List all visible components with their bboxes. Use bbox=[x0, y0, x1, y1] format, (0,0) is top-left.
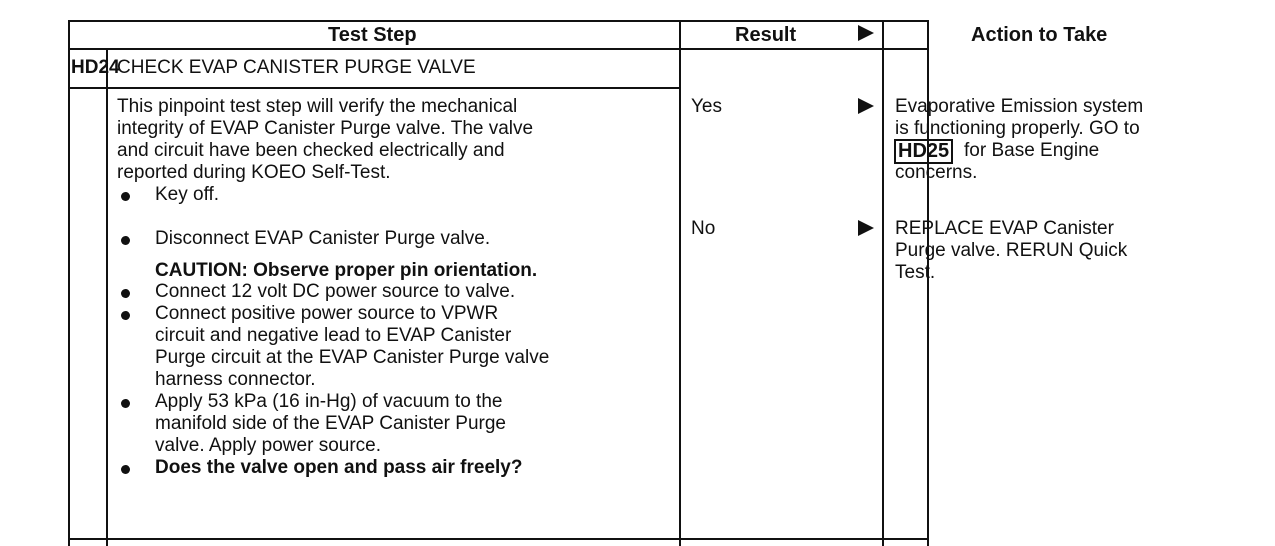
intro-line: reported during KOEO Self-Test. bbox=[117, 162, 391, 183]
action-yes-line: Evaporative Emission system bbox=[895, 96, 1144, 117]
result-column-divider bbox=[679, 20, 681, 546]
step-bullet-key-off: Key off. bbox=[155, 184, 220, 205]
result-yes-arrow-icon bbox=[858, 98, 874, 114]
bullet-line: Apply 53 kPa (16 in-Hg) of vacuum to the bbox=[155, 391, 503, 412]
step-bullet-disconnect: Disconnect EVAP Canister Purge valve. bbox=[155, 228, 491, 249]
action-yes-line: concerns. bbox=[895, 162, 978, 183]
action-column-divider bbox=[882, 20, 884, 546]
bullet-icon bbox=[121, 399, 130, 408]
id-column-divider bbox=[106, 49, 108, 546]
table-top-border bbox=[68, 20, 928, 22]
step-intro bbox=[117, 96, 533, 184]
step-bullet-connect-power: Connect 12 volt DC power source to valve. bbox=[155, 281, 516, 302]
header-bottom-border bbox=[68, 48, 928, 50]
step-title-bottom-border bbox=[68, 87, 680, 89]
step-question: Does the valve open and pass air freely? bbox=[155, 457, 523, 478]
header-arrow-icon bbox=[858, 25, 874, 41]
bullet-line: Purge circuit at the EVAP Canister Purge valve bbox=[155, 347, 550, 368]
intro-line: integrity of EVAP Canister Purge valve. The valve bbox=[117, 118, 534, 139]
result-no-arrow-icon bbox=[858, 220, 874, 236]
action-no-line: Test. bbox=[895, 262, 936, 283]
header-result: Result bbox=[735, 24, 797, 46]
step-caution: CAUTION: Observe proper pin orientation. bbox=[155, 260, 538, 281]
result-no: No bbox=[691, 218, 716, 239]
bullet-line: valve. Apply power source. bbox=[155, 435, 382, 456]
result-yes: Yes bbox=[691, 96, 722, 117]
table-left-border bbox=[68, 20, 70, 546]
bullet-line: manifold side of the EVAP Canister Purge bbox=[155, 413, 506, 434]
bullet-icon bbox=[121, 289, 130, 298]
header-action: Action to Take bbox=[971, 24, 1108, 46]
bullet-icon bbox=[121, 311, 130, 320]
action-yes-line: is functioning properly. GO to bbox=[895, 118, 1140, 139]
bullet-icon bbox=[121, 236, 130, 245]
bullet-line: harness connector. bbox=[155, 369, 316, 390]
action-no-line: Purge valve. RERUN Quick bbox=[895, 240, 1128, 261]
step-id: HD24 bbox=[71, 57, 120, 78]
bullet-line: circuit and negative lead to EVAP Canister bbox=[155, 325, 512, 346]
step-bullet-connect-leads bbox=[155, 303, 549, 391]
table-bottom-border bbox=[68, 538, 928, 540]
bullet-icon bbox=[121, 465, 130, 474]
bullet-icon bbox=[121, 192, 130, 201]
step-title: CHECK EVAP CANISTER PURGE VALVE bbox=[117, 57, 476, 78]
step-reference-link[interactable]: HD25 bbox=[894, 139, 953, 164]
header-test-step: Test Step bbox=[328, 24, 417, 46]
intro-line: This pinpoint test step will verify the mechanical bbox=[117, 96, 518, 117]
bullet-line: Connect positive power source to VPWR bbox=[155, 303, 499, 324]
step-bullet-apply-vacuum bbox=[155, 391, 506, 457]
intro-line: and circuit have been checked electrically and bbox=[117, 140, 505, 161]
action-yes-line: for Base Engine bbox=[964, 140, 1100, 161]
action-no-line: REPLACE EVAP Canister bbox=[895, 218, 1114, 239]
action-no bbox=[895, 218, 1127, 284]
